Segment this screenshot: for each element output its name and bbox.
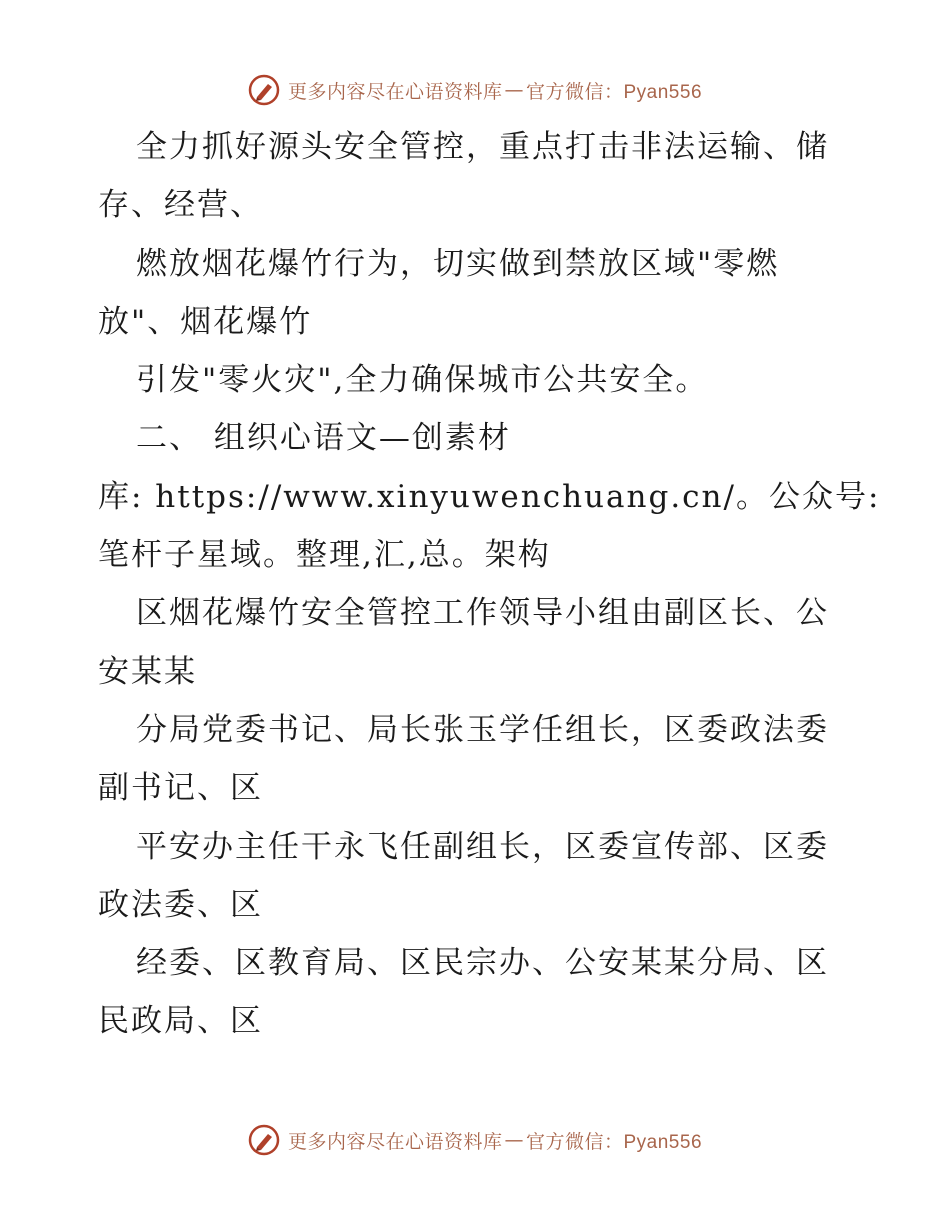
text-line: 安某某 (98, 653, 197, 690)
watermark-separator: — (504, 1129, 524, 1151)
watermark-wechat: 官方微信：Pyan556 (526, 81, 703, 103)
text-line: 库: https://www.xinyuwenchuang.cn/。公众号: (98, 478, 881, 515)
text-line: 副书记、区 (98, 770, 263, 807)
text-line: 区烟花爆竹安全管控工作领导小组由副区长、公 (136, 595, 829, 632)
text-line: 平安办主任干永飞任副组长，区委宣传部、区委 (136, 828, 829, 865)
watermark-text: 更多内容尽在心语资料库 (287, 1130, 503, 1153)
text-line: 燃放烟花爆竹行为，切实做到禁放区域"零燃 (136, 245, 780, 282)
pen-logo-icon (248, 74, 280, 106)
text-line: 经委、区教育局、区民宗办、公安某某分局、区 (136, 945, 829, 982)
text-line: 笔杆子星域。整理,汇,总。架构 (98, 537, 551, 574)
watermark-text: 更多内容尽在心语资料库 (287, 80, 503, 103)
section-heading: 二、 组织心语文—创素材 (136, 420, 511, 457)
watermark-separator: — (504, 79, 524, 101)
text-line: 全力抓好源头安全管控，重点打击非法运输、储 (136, 129, 829, 165)
pen-logo-icon (248, 1124, 280, 1156)
text-line: 政法委、区 (98, 886, 263, 923)
text-line: 分局党委书记、局长张玉学任组长，区委政法委 (136, 711, 829, 748)
text-line: 放"、烟花爆竹 (98, 303, 313, 340)
text-line: 存、经营、 (98, 187, 263, 224)
text-line: 引发"零火灾",全力确保城市公共安全。 (136, 362, 709, 399)
document-body (98, 118, 881, 1051)
footer-watermark (0, 1122, 950, 1158)
watermark-wechat: 官方微信：Pyan556 (526, 1131, 703, 1153)
text-line: 民政局、区 (98, 1003, 263, 1040)
header-watermark (0, 72, 950, 108)
